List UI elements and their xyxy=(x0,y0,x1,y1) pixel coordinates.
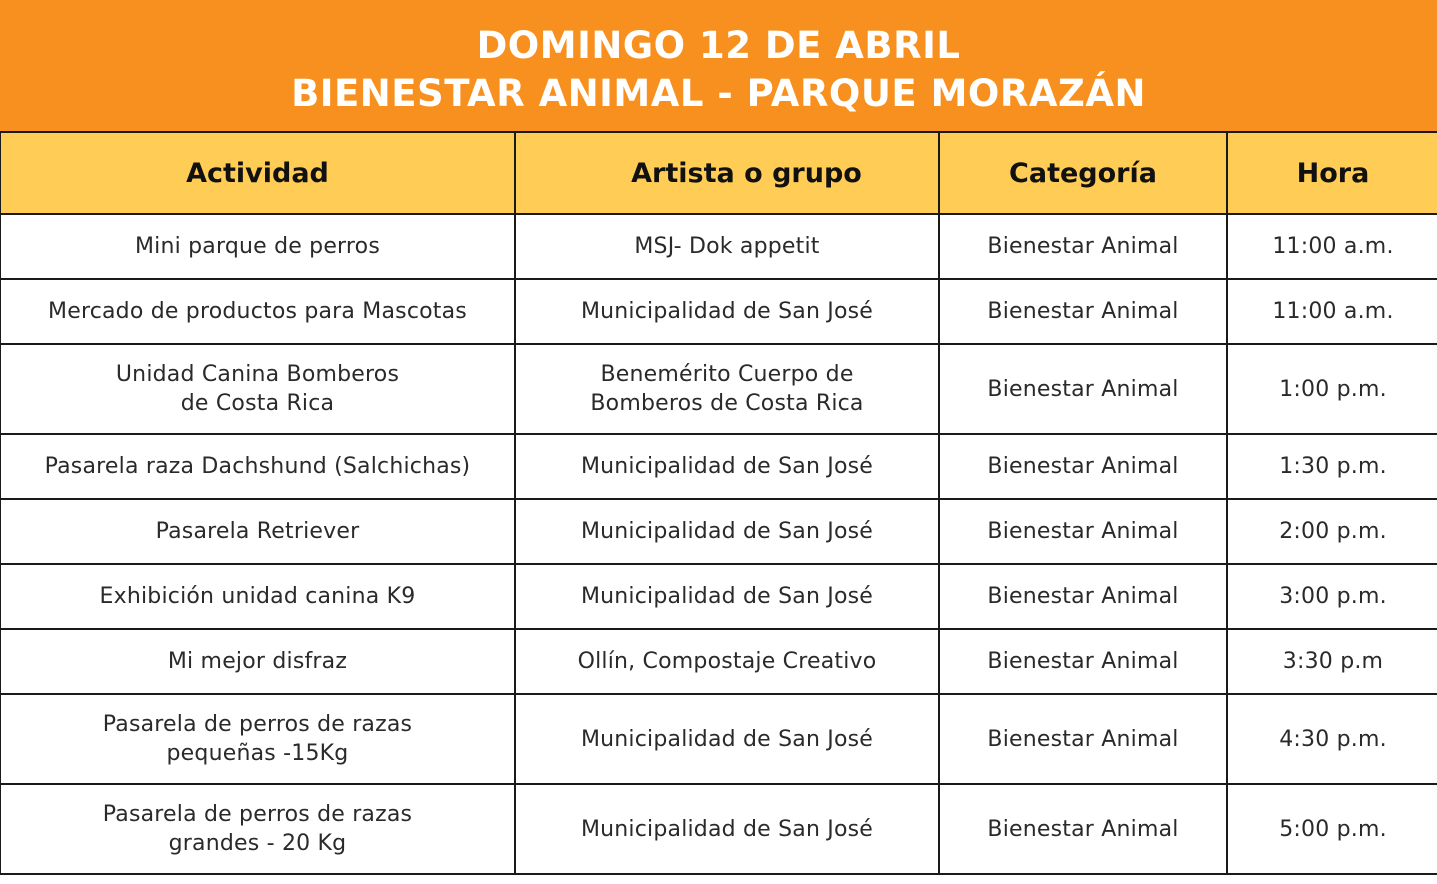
column-header-actividad: Actividad xyxy=(0,132,515,214)
table-row xyxy=(0,499,1437,564)
cell-hora: 1:00 p.m. xyxy=(1227,344,1437,434)
cell-actividad: Exhibición unidad canina K9 xyxy=(0,564,515,629)
cell-hora: 3:30 p.m xyxy=(1227,629,1437,694)
event-name-title: BIENESTAR ANIMAL - PARQUE MORAZÁN xyxy=(291,72,1146,115)
column-header-artista: Artista o grupo xyxy=(515,132,939,214)
schedule-table xyxy=(0,131,1437,875)
cell-categoria: Bienestar Animal xyxy=(939,434,1227,499)
cell-actividad: Mini parque de perros xyxy=(0,214,515,279)
cell-categoria: Bienestar Animal xyxy=(939,499,1227,564)
cell-actividad: Pasarela Retriever xyxy=(0,499,515,564)
table-row xyxy=(0,629,1437,694)
table-row xyxy=(0,214,1437,279)
cell-categoria: Bienestar Animal xyxy=(939,279,1227,344)
cell-artista: Municipalidad de San José xyxy=(515,564,939,629)
cell-hora: 5:00 p.m. xyxy=(1227,784,1437,874)
cell-categoria: Bienestar Animal xyxy=(939,694,1227,784)
table-row xyxy=(0,344,1437,434)
cell-hora: 11:00 a.m. xyxy=(1227,279,1437,344)
cell-hora: 3:00 p.m. xyxy=(1227,564,1437,629)
cell-artista: Municipalidad de San José xyxy=(515,694,939,784)
cell-hora: 1:30 p.m. xyxy=(1227,434,1437,499)
cell-categoria: Bienestar Animal xyxy=(939,629,1227,694)
cell-actividad: Pasarela de perros de razas grandes - 20 Kg xyxy=(0,784,515,874)
cell-actividad: Unidad Canina Bomberos de Costa Rica xyxy=(0,344,515,434)
cell-hora: 2:00 p.m. xyxy=(1227,499,1437,564)
cell-categoria: Bienestar Animal xyxy=(939,214,1227,279)
table-header-row xyxy=(0,132,1437,214)
cell-artista: Benemérito Cuerpo de Bomberos de Costa Rica xyxy=(515,344,939,434)
cell-actividad: Mi mejor disfraz xyxy=(0,629,515,694)
table-row xyxy=(0,784,1437,874)
cell-artista: Ollín, Compostaje Creativo xyxy=(515,629,939,694)
cell-categoria: Bienestar Animal xyxy=(939,564,1227,629)
cell-actividad: Pasarela de perros de razas pequeñas -15Kg xyxy=(0,694,515,784)
page-title-banner xyxy=(0,0,1437,131)
column-header-categoria: Categoría xyxy=(939,132,1227,214)
cell-artista: Municipalidad de San José xyxy=(515,784,939,874)
cell-actividad: Pasarela raza Dachshund (Salchichas) xyxy=(0,434,515,499)
cell-hora: 4:30 p.m. xyxy=(1227,694,1437,784)
table-row xyxy=(0,564,1437,629)
cell-hora: 11:00 a.m. xyxy=(1227,214,1437,279)
cell-artista: Municipalidad de San José xyxy=(515,279,939,344)
table-row xyxy=(0,694,1437,784)
cell-categoria: Bienestar Animal xyxy=(939,784,1227,874)
table-row xyxy=(0,434,1437,499)
cell-artista: Municipalidad de San José xyxy=(515,499,939,564)
column-header-hora: Hora xyxy=(1227,132,1437,214)
cell-categoria: Bienestar Animal xyxy=(939,344,1227,434)
table-row xyxy=(0,279,1437,344)
event-date-title: DOMINGO 12 DE ABRIL xyxy=(476,24,961,67)
cell-actividad: Mercado de productos para Mascotas xyxy=(0,279,515,344)
cell-artista: Municipalidad de San José xyxy=(515,434,939,499)
cell-artista: MSJ- Dok appetit xyxy=(515,214,939,279)
